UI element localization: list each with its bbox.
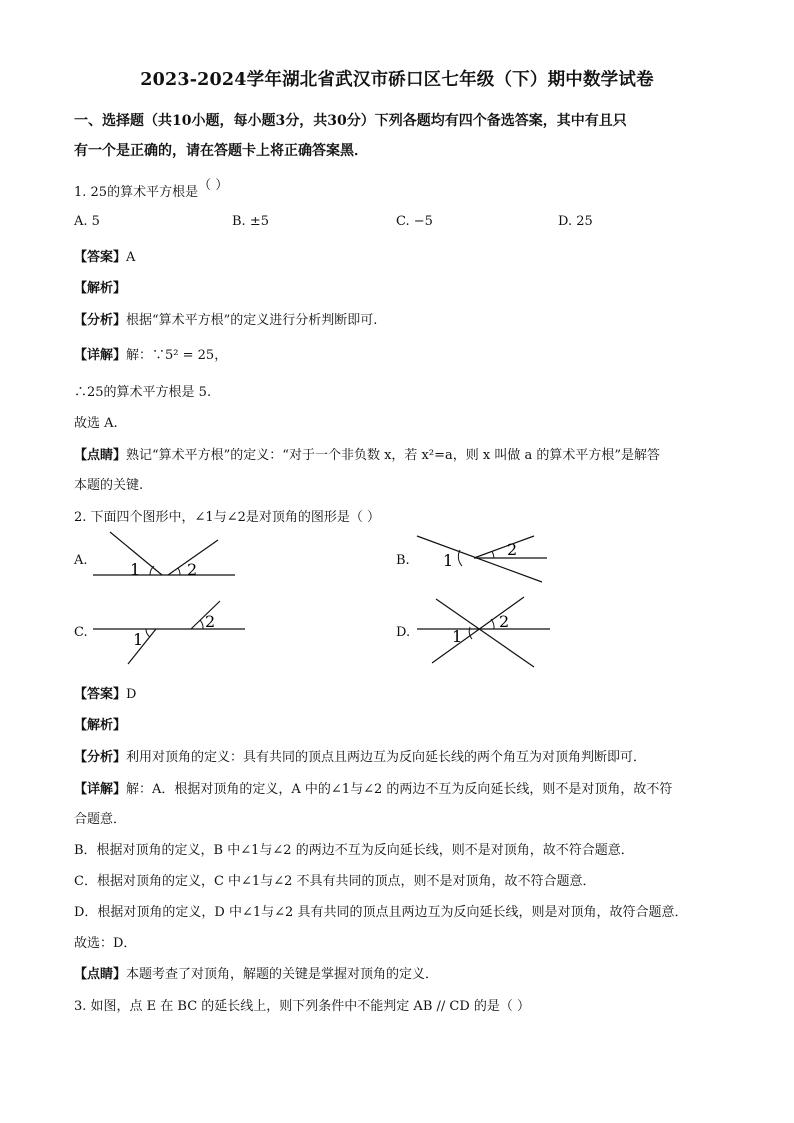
figure-c-arc-2 [200,620,203,629]
figure-d [414,593,554,671]
question-1-paren: （ ） [198,178,229,193]
xiangjie-tag: 【详解】 [74,348,127,363]
q2-line-c: C．根据对顶角的定义，C 中∠1与∠2 不具有共同的顶点，则不是对顶角，故不符合题意． [74,874,596,889]
option-a: A. 5 [74,214,100,229]
figure-d-angle-2: 2 [499,612,510,631]
dianjing-tag: 【点睛】 [74,967,127,982]
question-1-text: 1. 25的算术平方根是 [74,185,199,200]
q2-dianjing-line [74,963,438,982]
option-d: D. 25 [558,214,593,229]
figure-a [90,530,240,580]
q1-xiangjie-line [74,344,227,363]
analysis-tag: 【解析】 [74,718,127,733]
question-1-stem [74,178,229,200]
q2-choose-line: 故选：D． [74,936,137,951]
figure-c-angle-1: 1 [133,630,144,649]
option-c: C. −5 [396,214,433,229]
figure-c-arc-1 [146,629,150,637]
answer-tag: 【答案】 [74,687,127,702]
q2-xiangjie-line2: 合题意． [74,812,127,827]
q1-answer-line [74,246,135,265]
analysis-tag: 【解析】 [74,281,127,296]
q1-fenxi-line [74,309,377,328]
figure-b [412,528,552,586]
figure-c [90,597,250,667]
xiangjie-text: 解：∵5² = 25， [126,348,228,363]
question-2-stem: 2. 下面四个图形中，∠1与∠2是对顶角的图形是（ ） [74,510,380,525]
xiangjie-tag: 【详解】 [74,782,127,797]
q1-dianjing-line2: 本题的关键. [74,478,144,493]
figure-b-angle-1: 1 [443,551,454,570]
dianjing-tag: 【点睛】 [74,448,127,463]
figure-b-line-1 [417,536,542,582]
option-b: B. ±5 [232,214,269,229]
section-heading-line1: 一、选择题（共10小题，每小题3分，共30分）下列各题均有四个备选答案，其中有且只 [74,113,627,129]
figure-a-label: A. [74,553,88,568]
dianjing-text: 熟记“算术平方根”的定义：“对于一个非负数 x，若 x²=a，则 x 叫做 a 的算术平方根”是解答 [126,448,660,463]
fenxi-text: 根据“算术平方根”的定义进行分析判断即可. [126,313,378,328]
xiangjie-text: 解：A．根据对顶角的定义，A 中的∠1与∠2 的两边不互为反向延长线，则不是对顶角，故不符 [126,782,673,797]
figure-a-arc-2 [178,568,180,575]
figure-d-line-1 [436,599,534,667]
dianjing-text: 本题考查了对顶角，解题的关键是掌握对顶角的定义． [126,967,439,982]
q1-therefore-line: ∴25的算术平方根是 5. [74,385,212,400]
q2-answer-line [74,683,136,702]
figure-d-label: D. [396,625,411,640]
section-heading-line2: 有一个是正确的，请在答题卡上将正确答案黑． [74,143,368,159]
fenxi-text: 利用对顶角的定义：具有共同的顶点且两边互为反向延长线的两个角互为对顶角判断即可． [126,750,647,765]
figure-d-angle-1: 1 [452,627,463,646]
figure-b-arc-2 [492,551,494,558]
answer-value: D [126,687,137,702]
answer-value: A [126,250,136,265]
answer-tag: 【答案】 [74,250,127,265]
fenxi-tag: 【分析】 [74,313,127,328]
figure-d-line-2 [432,597,524,663]
figure-a-angle-2: 2 [187,560,198,579]
figure-a-angle-1: 1 [130,560,141,579]
figure-c-label: C. [74,625,88,640]
q2-fenxi-line [74,746,646,765]
q2-line-b: B．根据对顶角的定义，B 中∠1与∠2 的两边不互为反向延长线，则不是对顶角，故不符合题意． [74,843,634,858]
figure-b-angle-2: 2 [507,540,518,559]
figure-c-angle-2: 2 [205,612,216,631]
figure-b-line-3 [474,536,534,558]
q2-line-d: D．根据对顶角的定义，D 中∠1与∠2 具有共同的顶点且两边互为反向延长线，则是对顶角，故符合题意． [74,905,688,920]
question-3-stem: 3. 如图，点 E 在 BC 的延长线上，则下列条件中不能判定 AB // CD 的是（ ） [74,999,531,1014]
fenxi-tag: 【分析】 [74,750,127,765]
page-title: 2023-2024学年湖北省武汉市硚口区七年级（下）期中数学试卷 [140,70,654,90]
q1-choose-line: 故选 A. [74,416,118,431]
q2-xiangjie-line [74,778,672,797]
q1-dianjing-line [74,444,660,463]
figure-b-label: B. [396,553,410,568]
